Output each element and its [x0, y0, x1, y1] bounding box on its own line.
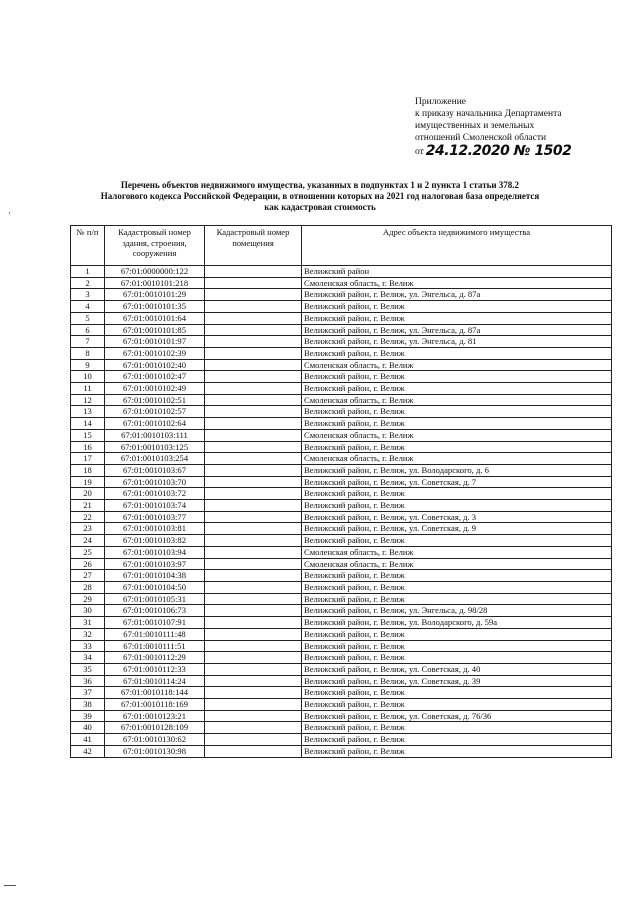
row-number: 33 [71, 640, 105, 652]
property-table [70, 225, 612, 758]
table-row [71, 266, 612, 278]
room-cadastral-number [205, 663, 302, 675]
table-row [71, 383, 612, 395]
room-cadastral-number [205, 546, 302, 558]
date-prefix: от [415, 147, 424, 157]
room-cadastral-number [205, 312, 302, 324]
object-address: Велижский район, г. Велиж, ул. Володарского, д. 6 [302, 464, 612, 476]
room-cadastral-number [205, 605, 302, 617]
object-address: Велижский район, г. Велиж [302, 581, 612, 593]
row-number: 13 [71, 406, 105, 418]
table-row [71, 546, 612, 558]
room-cadastral-number [205, 734, 302, 746]
object-address: Велижский район, г. Велиж [302, 593, 612, 605]
row-number: 37 [71, 687, 105, 699]
building-cadastral-number: 67:01:0010114:24 [105, 675, 205, 687]
object-address: Велижский район, г. Велиж [302, 652, 612, 664]
appendix-date-line [415, 144, 630, 158]
table-row [71, 710, 612, 722]
object-address: Велижский район, г. Велиж [302, 500, 612, 512]
building-cadastral-number: 67:01:0010103:254 [105, 453, 205, 465]
room-cadastral-number [205, 593, 302, 605]
row-number: 25 [71, 546, 105, 558]
room-cadastral-number [205, 628, 302, 640]
building-cadastral-number: 67:01:0010104:50 [105, 581, 205, 593]
object-address: Велижский район, г. Велиж, ул. Советская, д. 9 [302, 523, 612, 535]
building-cadastral-number: 67:01:0010130:98 [105, 745, 205, 757]
object-address: Смоленская область, г. Велиж [302, 546, 612, 558]
header-address: Адрес объекта недвижимого имущества [302, 226, 612, 266]
row-number: 27 [71, 570, 105, 582]
building-cadastral-number: 67:01:0010101:218 [105, 277, 205, 289]
building-cadastral-number: 67:01:0010103:70 [105, 476, 205, 488]
object-address: Смоленская область, г. Велиж [302, 453, 612, 465]
object-address: Велижский район, г. Велиж [302, 418, 612, 430]
object-address: Велижский район, г. Велиж [302, 570, 612, 582]
room-cadastral-number [205, 745, 302, 757]
table-row [71, 453, 612, 465]
row-number: 42 [71, 745, 105, 757]
building-cadastral-number: 67:01:0010102:49 [105, 383, 205, 395]
table-row [71, 324, 612, 336]
room-cadastral-number [205, 277, 302, 289]
row-number: 15 [71, 429, 105, 441]
room-cadastral-number [205, 488, 302, 500]
table-row [71, 640, 612, 652]
table-row [71, 734, 612, 746]
object-address: Велижский район, г. Велиж, ул. Энгельса, д. 87а [302, 324, 612, 336]
building-cadastral-number: 67:01:0000000:122 [105, 266, 205, 278]
row-number: 23 [71, 523, 105, 535]
room-cadastral-number [205, 289, 302, 301]
building-cadastral-number: 67:01:0010104:38 [105, 570, 205, 582]
row-number: 21 [71, 500, 105, 512]
row-number: 2 [71, 277, 105, 289]
page-edge-mark [4, 885, 16, 886]
table-row [71, 441, 612, 453]
building-cadastral-number: 67:01:0010130:62 [105, 734, 205, 746]
table-row [71, 722, 612, 734]
scan-speck [9, 212, 10, 214]
room-cadastral-number [205, 675, 302, 687]
room-cadastral-number [205, 418, 302, 430]
appendix-line-3: имущественных и земельных [415, 121, 535, 131]
row-number: 28 [71, 581, 105, 593]
room-cadastral-number [205, 511, 302, 523]
object-address: Велижский район, г. Велиж, ул. Советская, д. 76/36 [302, 710, 612, 722]
table-row [71, 593, 612, 605]
object-address: Велижский район, г. Велиж, ул. Советская, д. 3 [302, 511, 612, 523]
building-cadastral-number: 67:01:0010123:21 [105, 710, 205, 722]
building-cadastral-number: 67:01:0010103:77 [105, 511, 205, 523]
table-body [71, 266, 612, 758]
row-number: 41 [71, 734, 105, 746]
building-cadastral-number: 67:01:0010112:29 [105, 652, 205, 664]
row-number: 12 [71, 394, 105, 406]
room-cadastral-number [205, 336, 302, 348]
object-address: Велижский район, г. Велиж [302, 312, 612, 324]
object-address: Велижский район, г. Велиж [302, 699, 612, 711]
object-address: Велижский район, г. Велиж [302, 734, 612, 746]
object-address: Велижский район, г. Велиж [302, 722, 612, 734]
table-row [71, 301, 612, 313]
building-cadastral-number: 67:01:0010103:94 [105, 546, 205, 558]
table-row [71, 687, 612, 699]
header-building-cadastral: Кадастровый номер здания, строения, сооружения [105, 226, 205, 266]
row-number: 36 [71, 675, 105, 687]
handwritten-date-number: 24.12.2020 № 1502 [425, 143, 572, 159]
row-number: 7 [71, 336, 105, 348]
table-row [71, 359, 612, 371]
object-address: Велижский район, г. Велиж [302, 301, 612, 313]
title-line-1: Перечень объектов недвижимого имущества, указанных в подпунктах 1 и 2 пункта 1 статьи 378.2 [120, 180, 520, 190]
room-cadastral-number [205, 266, 302, 278]
room-cadastral-number [205, 535, 302, 547]
object-address: Велижский район, г. Велиж, ул. Володарского, д. 59а [302, 617, 612, 629]
row-number: 11 [71, 383, 105, 395]
building-cadastral-number: 67:01:0010103:67 [105, 464, 205, 476]
table-row [71, 511, 612, 523]
room-cadastral-number [205, 394, 302, 406]
room-cadastral-number [205, 464, 302, 476]
table-row [71, 745, 612, 757]
room-cadastral-number [205, 453, 302, 465]
table-row [71, 394, 612, 406]
room-cadastral-number [205, 722, 302, 734]
table-header-row [71, 226, 612, 266]
building-cadastral-number: 67:01:0010103:72 [105, 488, 205, 500]
row-number: 34 [71, 652, 105, 664]
table-row [71, 663, 612, 675]
table-row [71, 605, 612, 617]
object-address: Велижский район, г. Велиж [302, 488, 612, 500]
building-cadastral-number: 67:01:0010102:64 [105, 418, 205, 430]
table-row [71, 558, 612, 570]
row-number: 40 [71, 722, 105, 734]
object-address: Велижский район, г. Велиж [302, 640, 612, 652]
document-title [60, 180, 580, 213]
table-row [71, 535, 612, 547]
table-row [71, 675, 612, 687]
building-cadastral-number: 67:01:0010112:33 [105, 663, 205, 675]
building-cadastral-number: 67:01:0010111:48 [105, 628, 205, 640]
building-cadastral-number: 67:01:0010101:64 [105, 312, 205, 324]
building-cadastral-number: 67:01:0010102:40 [105, 359, 205, 371]
table-row [71, 336, 612, 348]
row-number: 26 [71, 558, 105, 570]
table-row [71, 523, 612, 535]
building-cadastral-number: 67:01:0010103:97 [105, 558, 205, 570]
building-cadastral-number: 67:01:0010103:125 [105, 441, 205, 453]
table-row [71, 500, 612, 512]
header-room-cadastral: Кадастровый номер помещения [205, 226, 302, 266]
row-number: 9 [71, 359, 105, 371]
building-cadastral-number: 67:01:0010102:39 [105, 347, 205, 359]
room-cadastral-number [205, 699, 302, 711]
header-number: № п/п [71, 226, 105, 266]
appendix-block [415, 96, 630, 158]
table-row [71, 699, 612, 711]
room-cadastral-number [205, 406, 302, 418]
room-cadastral-number [205, 441, 302, 453]
table-row [71, 312, 612, 324]
object-address: Велижский район, г. Велиж [302, 406, 612, 418]
object-address: Смоленская область, г. Велиж [302, 359, 612, 371]
room-cadastral-number [205, 301, 302, 313]
object-address: Велижский район, г. Велиж [302, 745, 612, 757]
table-row [71, 371, 612, 383]
table-row [71, 581, 612, 593]
room-cadastral-number [205, 617, 302, 629]
room-cadastral-number [205, 359, 302, 371]
row-number: 4 [71, 301, 105, 313]
table-row [71, 476, 612, 488]
row-number: 5 [71, 312, 105, 324]
object-address: Велижский район, г. Велиж [302, 441, 612, 453]
building-cadastral-number: 67:01:0010111:51 [105, 640, 205, 652]
table-row [71, 628, 612, 640]
room-cadastral-number [205, 581, 302, 593]
building-cadastral-number: 67:01:0010105:31 [105, 593, 205, 605]
building-cadastral-number: 67:01:0010102:47 [105, 371, 205, 383]
table-row [71, 418, 612, 430]
table-row [71, 488, 612, 500]
building-cadastral-number: 67:01:0010103:81 [105, 523, 205, 535]
building-cadastral-number: 67:01:0010101:85 [105, 324, 205, 336]
object-address: Велижский район, г. Велиж [302, 535, 612, 547]
object-address: Велижский район, г. Велиж, ул. Энгельса, д. 87а [302, 289, 612, 301]
row-number: 35 [71, 663, 105, 675]
appendix-line-1: Приложение [415, 97, 466, 107]
room-cadastral-number [205, 640, 302, 652]
object-address: Велижский район, г. Велиж, ул. Энгельса, д. 98/28 [302, 605, 612, 617]
room-cadastral-number [205, 347, 302, 359]
table-row [71, 570, 612, 582]
building-cadastral-number: 67:01:0010101:35 [105, 301, 205, 313]
object-address: Смоленская область, г. Велиж [302, 277, 612, 289]
table-row [71, 277, 612, 289]
building-cadastral-number: 67:01:0010128:109 [105, 722, 205, 734]
row-number: 1 [71, 266, 105, 278]
title-line-2: Налогового кодекса Российской Федерации, в отношении которых на 2021 год налоговая база определяется [100, 191, 540, 201]
row-number: 32 [71, 628, 105, 640]
row-number: 17 [71, 453, 105, 465]
row-number: 29 [71, 593, 105, 605]
room-cadastral-number [205, 383, 302, 395]
object-address: Велижский район, г. Велиж, ул. Советская, д. 39 [302, 675, 612, 687]
room-cadastral-number [205, 652, 302, 664]
row-number: 38 [71, 699, 105, 711]
building-cadastral-number: 67:01:0010118:144 [105, 687, 205, 699]
row-number: 14 [71, 418, 105, 430]
room-cadastral-number [205, 324, 302, 336]
row-number: 16 [71, 441, 105, 453]
row-number: 24 [71, 535, 105, 547]
building-cadastral-number: 67:01:0010102:57 [105, 406, 205, 418]
table-row [71, 617, 612, 629]
building-cadastral-number: 67:01:0010101:97 [105, 336, 205, 348]
table-row [71, 464, 612, 476]
table-row [71, 406, 612, 418]
appendix-line-4: отношений Смоленской области [415, 133, 547, 143]
object-address: Велижский район, г. Велиж [302, 628, 612, 640]
row-number: 20 [71, 488, 105, 500]
row-number: 3 [71, 289, 105, 301]
building-cadastral-number: 67:01:0010106:73 [105, 605, 205, 617]
object-address: Смоленская область, г. Велиж [302, 558, 612, 570]
row-number: 19 [71, 476, 105, 488]
room-cadastral-number [205, 687, 302, 699]
object-address: Велижский район, г. Велиж [302, 687, 612, 699]
room-cadastral-number [205, 710, 302, 722]
object-address: Смоленская область, г. Велиж [302, 394, 612, 406]
object-address: Велижский район, г. Велиж, ул. Советская, д. 7 [302, 476, 612, 488]
object-address: Велижский район, г. Велиж [302, 371, 612, 383]
table-row [71, 347, 612, 359]
row-number: 31 [71, 617, 105, 629]
object-address: Велижский район, г. Велиж, ул. Советская, д. 40 [302, 663, 612, 675]
row-number: 8 [71, 347, 105, 359]
row-number: 18 [71, 464, 105, 476]
row-number: 22 [71, 511, 105, 523]
building-cadastral-number: 67:01:0010102:51 [105, 394, 205, 406]
object-address: Смоленская область, г. Велиж [302, 429, 612, 441]
table-row [71, 429, 612, 441]
room-cadastral-number [205, 558, 302, 570]
building-cadastral-number: 67:01:0010103:82 [105, 535, 205, 547]
row-number: 6 [71, 324, 105, 336]
table-row [71, 652, 612, 664]
building-cadastral-number: 67:01:0010107:91 [105, 617, 205, 629]
row-number: 39 [71, 710, 105, 722]
row-number: 10 [71, 371, 105, 383]
appendix-line-2: к приказу начальника Департамента [415, 109, 562, 119]
room-cadastral-number [205, 476, 302, 488]
object-address: Велижский район, г. Велиж [302, 347, 612, 359]
room-cadastral-number [205, 570, 302, 582]
room-cadastral-number [205, 500, 302, 512]
object-address: Велижский район, г. Велиж, ул. Энгельса, д. 81 [302, 336, 612, 348]
room-cadastral-number [205, 523, 302, 535]
building-cadastral-number: 67:01:0010101:29 [105, 289, 205, 301]
title-line-3: как кадастровая стоимость [264, 202, 376, 212]
room-cadastral-number [205, 371, 302, 383]
building-cadastral-number: 67:01:0010118:169 [105, 699, 205, 711]
object-address: Велижский район [302, 266, 612, 278]
room-cadastral-number [205, 429, 302, 441]
table-row [71, 289, 612, 301]
building-cadastral-number: 67:01:0010103:74 [105, 500, 205, 512]
object-address: Велижский район, г. Велиж [302, 383, 612, 395]
row-number: 30 [71, 605, 105, 617]
building-cadastral-number: 67:01:0010103:111 [105, 429, 205, 441]
